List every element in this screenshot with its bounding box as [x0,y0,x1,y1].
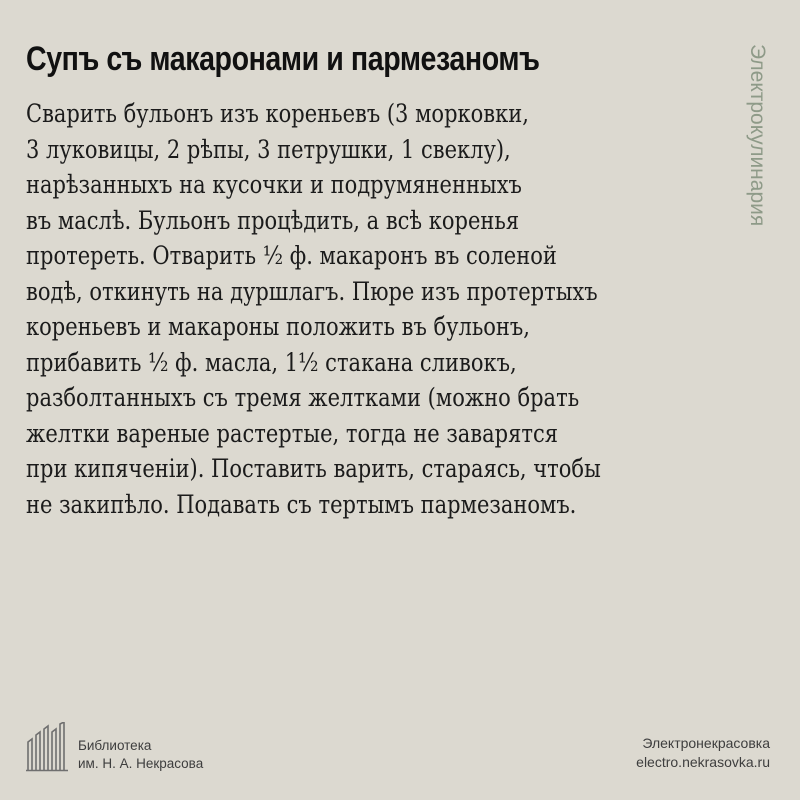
section-label: Электрокулинария [746,44,769,227]
recipe-line: 3 луковицы, 2 рѣпы, 3 петрушки, 1 свеклу), [26,134,511,164]
recipe-line: нарѣзанныхъ на кусочки и подрумяненныхъ [26,170,522,199]
recipe-line: протереть. Отварить ½ ф. макаронъ въ соленой [26,241,557,270]
site-name: Электронекрасовка [642,735,770,751]
recipe-line: прибавить ½ ф. масла, 1½ стакана сливокъ, [26,347,517,377]
recipe-line: при кипяченіи). Поставить варить, стараясь, чтобы [26,454,601,483]
library-name-line: Библиотека [78,738,152,753]
recipe-line: не закипѣло. Подавать съ тертымъ пармезаномъ. [26,489,577,519]
recipe-line: желтки вареные растертые, тогда не заварятся [26,418,558,448]
site-credit [636,734,770,772]
library-name-line: им. Н. А. Некрасова [78,756,204,771]
recipe-title: Супъ съ макаронами и пармезаномъ [26,40,540,78]
site-url-link[interactable]: electro.nekrasovka.ru [636,754,770,770]
recipe-line: водѣ, откинуть на дуршлагъ. Пюре изъ протертыхъ [26,276,598,306]
recipe-line: разболтанныхъ съ тремя желтками (можно брать [26,383,580,412]
recipe-line: кореньевъ и макароны положить въ бульонъ, [26,312,530,341]
library-name [78,737,203,773]
recipe-line: Сварить бульонъ изъ кореньевъ (3 морковки, [26,99,529,128]
library-columns-logo-icon [26,722,70,772]
recipe-text [26,96,746,522]
recipe-line: въ маслѣ. Бульонъ процѣдить, а всѣ коренья [26,205,520,235]
